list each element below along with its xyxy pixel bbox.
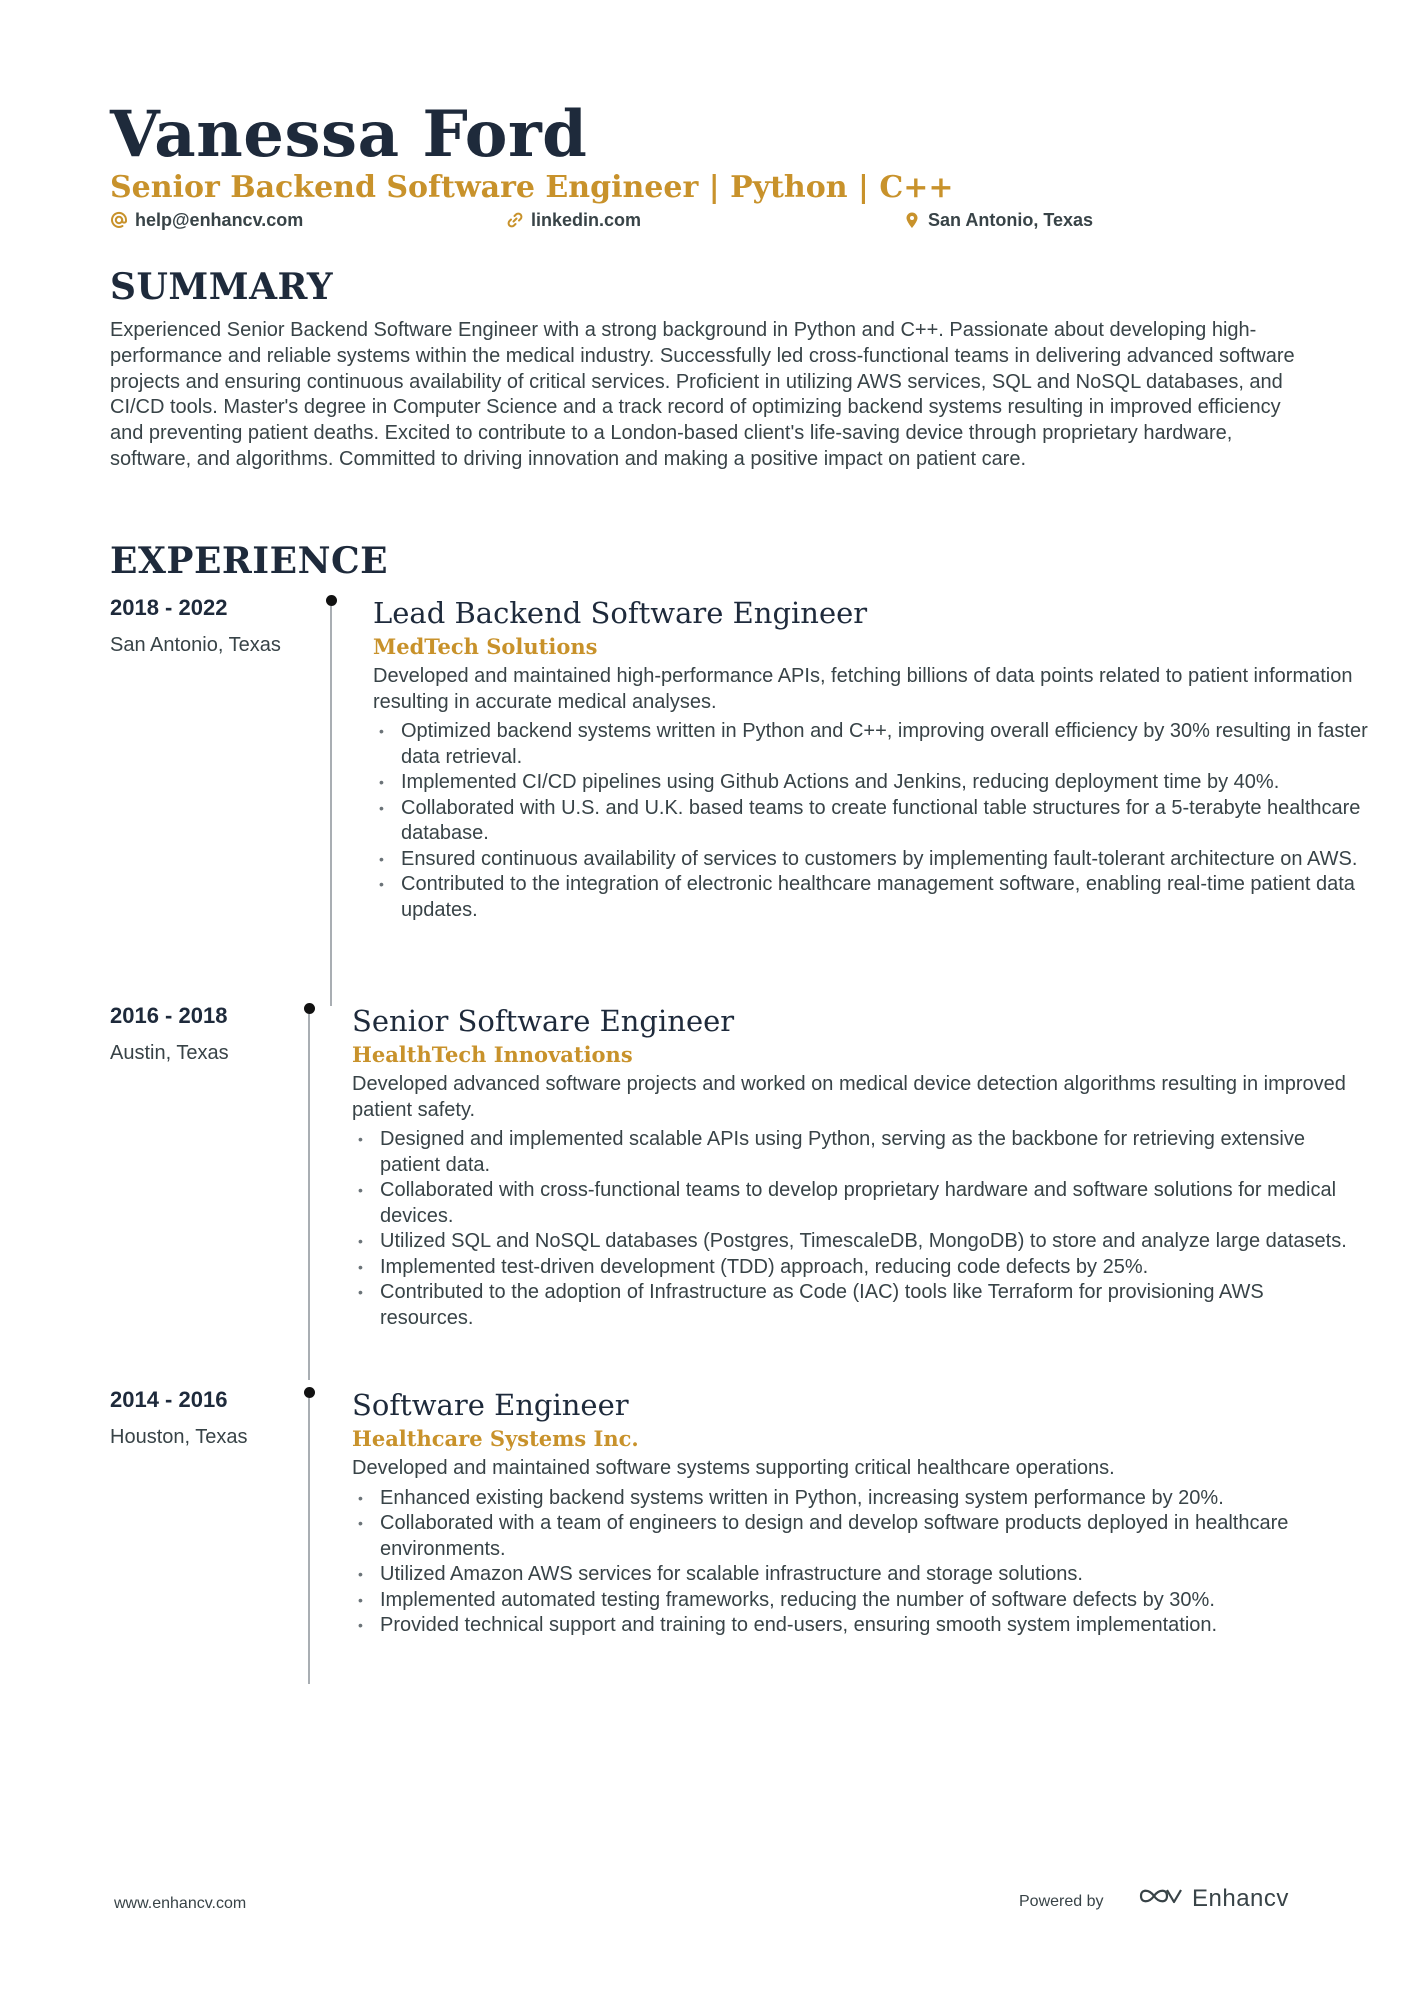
list-item xyxy=(352,1178,1352,1229)
bullet-icon: • xyxy=(379,799,384,816)
list-item xyxy=(373,847,1373,873)
timeline-dot xyxy=(304,1387,315,1398)
bullet-icon: • xyxy=(358,1182,363,1198)
bullet-icon: • xyxy=(358,1617,363,1633)
job-content xyxy=(373,594,1373,923)
candidate-name: Vanessa Ford xyxy=(110,97,588,172)
list-item xyxy=(352,1127,1352,1178)
job-dates: 2014 - 2016 xyxy=(110,1387,228,1412)
job-content xyxy=(352,1002,1352,1331)
contact-location xyxy=(903,208,1093,232)
job-content xyxy=(352,1386,1352,1639)
list-item xyxy=(352,1613,1352,1639)
timeline-dot xyxy=(304,1003,315,1014)
bullet-text: Enhanced existing backend systems written in Python, increasing system performance by 20%. xyxy=(380,1486,1224,1509)
list-item xyxy=(352,1511,1352,1562)
contact-email[interactable] xyxy=(110,208,303,232)
bullet-icon: • xyxy=(358,1284,363,1300)
list-item xyxy=(352,1562,1352,1588)
bullet-text: Implemented test-driven development (TDD) approach, reducing code defects by 25%. xyxy=(380,1255,1149,1278)
bullet-icon: • xyxy=(379,850,384,867)
enhancv-logo-icon xyxy=(1138,1884,1184,1913)
bullet-icon: • xyxy=(358,1258,363,1275)
contact-linkedin-text[interactable]: linkedin.com xyxy=(531,209,642,230)
job-location: San Antonio, Texas xyxy=(110,634,281,656)
job-bullets xyxy=(352,1486,1352,1639)
company-name: Healthcare Systems Inc. xyxy=(352,1426,639,1451)
job-description: Developed and maintained high-performance APIs, fetching billions of data points related to patient information resulting in accurate medical analyses. xyxy=(373,665,1353,713)
timeline-line xyxy=(308,1398,310,1684)
summary-text: Experienced Senior Backend Software Engineer with a strong background in Python and C++. Passionate about developing high-performance and reliable systems within the medical industry. Successfully led cross-functional teams in delivering advanced software projects and ensuring continuous availability of critical services. Proficient in utilizing AWS services, SQL and NoSQL databases, and CI/CD tools. Master's degree in Computer Science and a track record of optimizing backend systems resulting in improved efficiency and preventing patient deaths. Excited to contribute to a London-based client's life-saving device through proprietary hardware, software, and algorithms. Committed to driving innovation and making a positive impact on patient care. xyxy=(110,319,1295,470)
list-item xyxy=(373,872,1373,923)
company-name: HealthTech Innovations xyxy=(352,1042,633,1067)
bullet-text: Implemented automated testing frameworks, reducing the number of software defects by 30%. xyxy=(380,1588,1215,1611)
summary-heading: SUMMARY xyxy=(110,266,334,308)
job-title: Senior Software Engineer xyxy=(352,1004,735,1038)
bullet-text: Ensured continuous availability of services to customers by implementing fault-tolerant architecture on AWS. xyxy=(401,847,1358,870)
bullet-text: Utilized SQL and NoSQL databases (Postgres, TimescaleDB, MongoDB) to store and analyze large datasets. xyxy=(380,1230,1347,1252)
bullet-text: Collaborated with a team of engineers to design and develop software products deployed in healthcare environments. xyxy=(380,1512,1289,1560)
contact-linkedin[interactable] xyxy=(506,208,641,232)
bullet-text: Collaborated with cross-functional teams to develop proprietary hardware and software solutions for medical devices. xyxy=(380,1179,1337,1227)
bullet-icon: • xyxy=(358,1591,363,1608)
bullet-icon: • xyxy=(358,1131,363,1147)
list-item xyxy=(352,1486,1352,1512)
contact-location-text: San Antonio, Texas xyxy=(928,209,1094,230)
bullet-icon: • xyxy=(358,1515,363,1531)
bullet-icon: • xyxy=(358,1489,363,1506)
bullet-icon: • xyxy=(379,876,384,892)
company-name: MedTech Solutions xyxy=(373,634,598,659)
timeline-dot xyxy=(326,595,337,606)
job-location: Austin, Texas xyxy=(110,1042,229,1064)
list-item xyxy=(373,770,1373,796)
powered-by-label: Powered by xyxy=(1019,1893,1104,1910)
list-item xyxy=(373,719,1373,770)
list-item xyxy=(352,1255,1352,1281)
bullet-text: Implemented CI/CD pipelines using Github Actions and Jenkins, reducing deployment time by 40%. xyxy=(401,771,1280,793)
bullet-text: Contributed to the adoption of Infrastructure as Code (IAC) tools like Terraform for provisioning AWS resources. xyxy=(380,1281,1264,1329)
bullet-text: Designed and implemented scalable APIs using Python, serving as the backbone for retrieving extensive patient data. xyxy=(380,1128,1305,1176)
location-pin-icon xyxy=(903,211,921,229)
job-dates: 2018 - 2022 xyxy=(110,595,228,620)
job-bullets xyxy=(352,1127,1352,1331)
bullet-text: Optimized backend systems written in Python and C++, improving overall efficiency by 30% resulting in faster data retrieval. xyxy=(401,720,1368,768)
job-dates: 2016 - 2018 xyxy=(110,1003,228,1028)
list-item xyxy=(352,1280,1352,1331)
job-bullets xyxy=(373,719,1373,923)
job-title: Lead Backend Software Engineer xyxy=(373,596,868,630)
enhancv-logo[interactable] xyxy=(1138,1884,1289,1913)
timeline-line xyxy=(330,606,332,1006)
footer-url[interactable]: www.enhancv.com xyxy=(114,1895,247,1912)
brand-name: Enhancv xyxy=(1192,1884,1289,1912)
list-item xyxy=(352,1229,1352,1255)
link-icon xyxy=(506,211,524,229)
bullet-text: Provided technical support and training to end-users, ensuring smooth system implementation. xyxy=(380,1614,1218,1636)
candidate-headline: Senior Backend Software Engineer | Python | C++ xyxy=(110,170,954,205)
bullet-text: Contributed to the integration of electronic healthcare management software, enabling real-time patient data updates. xyxy=(401,873,1355,921)
contact-email-text[interactable]: help@enhancv.com xyxy=(135,209,304,230)
job-description: Developed and maintained software systems supporting critical healthcare operations. xyxy=(352,1457,1115,1479)
bullet-text: Utilized Amazon AWS services for scalable infrastructure and storage solutions. xyxy=(380,1563,1083,1585)
at-icon xyxy=(110,211,128,229)
job-description: Developed advanced software projects and worked on medical device detection algorithms resulting in improved patient safety. xyxy=(352,1073,1346,1121)
list-item xyxy=(373,796,1373,847)
bullet-icon: • xyxy=(358,1233,363,1249)
bullet-icon: • xyxy=(379,774,384,790)
experience-heading: EXPERIENCE xyxy=(110,540,389,582)
bullet-text: Collaborated with U.S. and U.K. based teams to create functional table structures for a 5-terabyte healthcare database. xyxy=(401,796,1361,844)
bullet-icon: • xyxy=(358,1566,363,1582)
bullet-icon: • xyxy=(379,723,384,739)
timeline-line xyxy=(308,1014,310,1380)
list-item xyxy=(352,1588,1352,1614)
job-title: Software Engineer xyxy=(352,1388,629,1422)
job-location: Houston, Texas xyxy=(110,1426,248,1448)
